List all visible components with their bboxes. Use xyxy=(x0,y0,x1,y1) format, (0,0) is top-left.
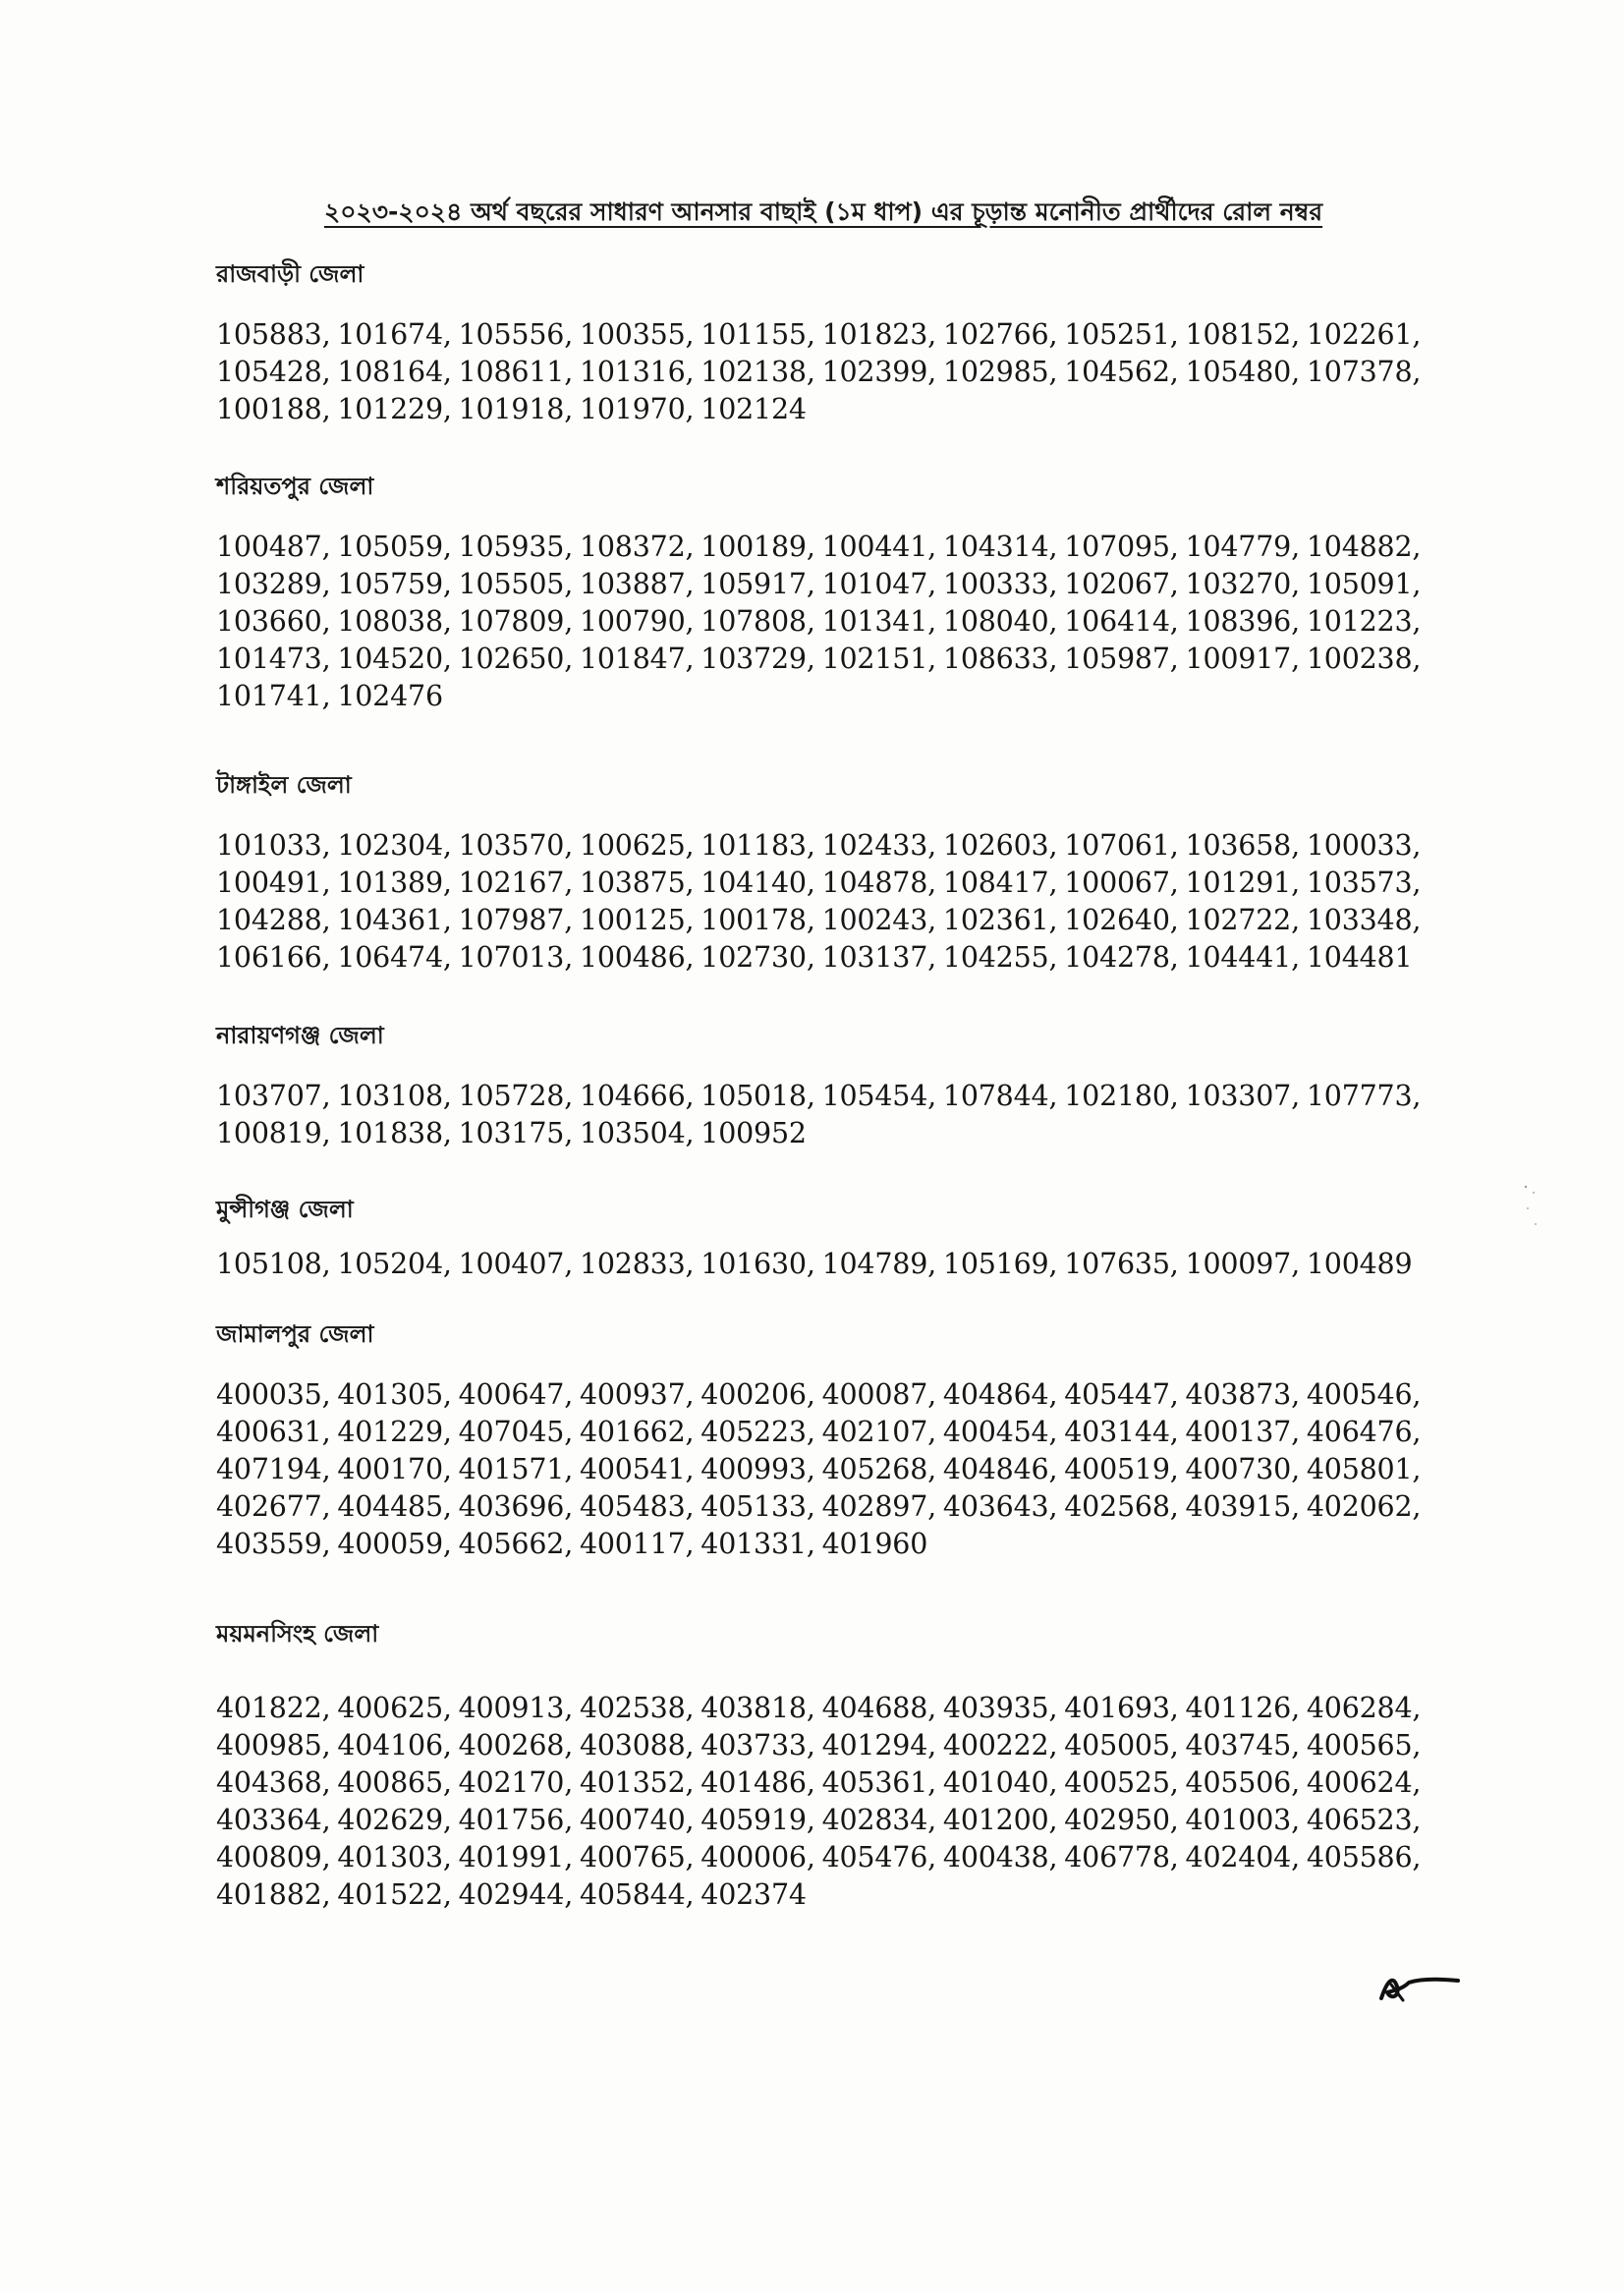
roll-number-list: 101033, 102304, 103570, 100625, 101183, 102433, 102603, 107061, 103658, 100033, 100491, 101389, 102167, 103875, 104140, 104878, 108417, 100067, 101291, 103573, 104288, 104361, 107987, 100125, 100178, 100243, 102361, 102640, 102722, 103348, 106166, 106474, 107013, 100486, 102730, 103137, 104255, 104278, 104441, 104481 xyxy=(216,829,1422,974)
roll-number-list: 105883, 101674, 105556, 100355, 101155, 101823, 102766, 105251, 108152, 102261, 105428, 108164, 108611, 101316, 102138, 102399, 102985, 104562, 105480, 107378, 100188, 101229, 101918, 101970, 102124 xyxy=(216,318,1422,425)
section-narayanganj xyxy=(216,1019,1513,1152)
document-title: ২০২৩-২০২৪ অর্থ বছরের সাধারণ আনসার বাছাই (১ম ধাপ) এর চূড়ান্ত মনোনীত প্রার্থীদের রোল নম্বর xyxy=(324,197,1323,226)
section-mymensingh xyxy=(216,1617,1513,1914)
section-jamalpur xyxy=(216,1317,1513,1563)
scan-specks xyxy=(1516,1179,1545,1238)
section-heading: শরিয়তপুর জেলা xyxy=(216,473,374,500)
section-heading: টাঙ্গাইল জেলা xyxy=(216,771,352,799)
roll-number-list: 103707, 103108, 105728, 104666, 105018, 105454, 107844, 102180, 103307, 107773, 100819, 101838, 103175, 103504, 100952 xyxy=(216,1080,1422,1149)
section-heading: নারায়ণগঞ্জ জেলা xyxy=(216,1022,384,1049)
section-heading: ময়মনসিংহ জেলা xyxy=(216,1620,379,1648)
section-munshiganj xyxy=(216,1193,1513,1283)
roll-number-list: 401822, 400625, 400913, 402538, 403818, 404688, 403935, 401693, 401126, 406284, 400985, 404106, 400268, 403088, 403733, 401294, 400222, 405005, 403745, 400565, 404368, 400865, 402170, 401352, 401486, 405361, 401040, 400525, 405506, 400624, 403364, 402629, 401756, 400740, 405919, 402834, 401200, 402950, 401003, 406523, 400809, 401303, 401991, 400765, 400006, 405476, 400438, 406778, 402404, 405586, 401882, 401522, 402944, 405844, 402374 xyxy=(216,1692,1422,1911)
roll-number-list: 100487, 105059, 105935, 108372, 100189, 100441, 104314, 107095, 104779, 104882, 103289, 105759, 105505, 103887, 105917, 101047, 100333, 102067, 103270, 105091, 103660, 108038, 107809, 100790, 107808, 101341, 108040, 106414, 108396, 101223, 101473, 104520, 102650, 101847, 103729, 102151, 108633, 105987, 100917, 100238, 101741, 102476 xyxy=(216,531,1422,712)
section-rajbari xyxy=(216,257,1513,428)
section-tangail xyxy=(216,768,1513,977)
roll-number-list: 400035, 401305, 400647, 400937, 400206, 400087, 404864, 405447, 403873, 400546, 400631, 401229, 407045, 401662, 405223, 402107, 400454, 403144, 400137, 406476, 407194, 400170, 401571, 400541, 400993, 405268, 404846, 400519, 400730, 405801, 402677, 404485, 403696, 405483, 405133, 402897, 403643, 402568, 403915, 402062, 403559, 400059, 405662, 400117, 401331, 401960 xyxy=(216,1378,1422,1560)
section-heading: রাজবাড়ী জেলা xyxy=(216,260,364,288)
section-heading: জামালপুর জেলা xyxy=(216,1320,374,1348)
section-heading: মুন্সীগঞ্জ জেলা xyxy=(216,1196,354,1223)
section-shariatpur xyxy=(216,470,1513,715)
signature-mark xyxy=(1373,1961,1462,2010)
roll-number-list: 105108, 105204, 100407, 102833, 101630, 104789, 105169, 107635, 100097, 100489 xyxy=(216,1248,1413,1280)
